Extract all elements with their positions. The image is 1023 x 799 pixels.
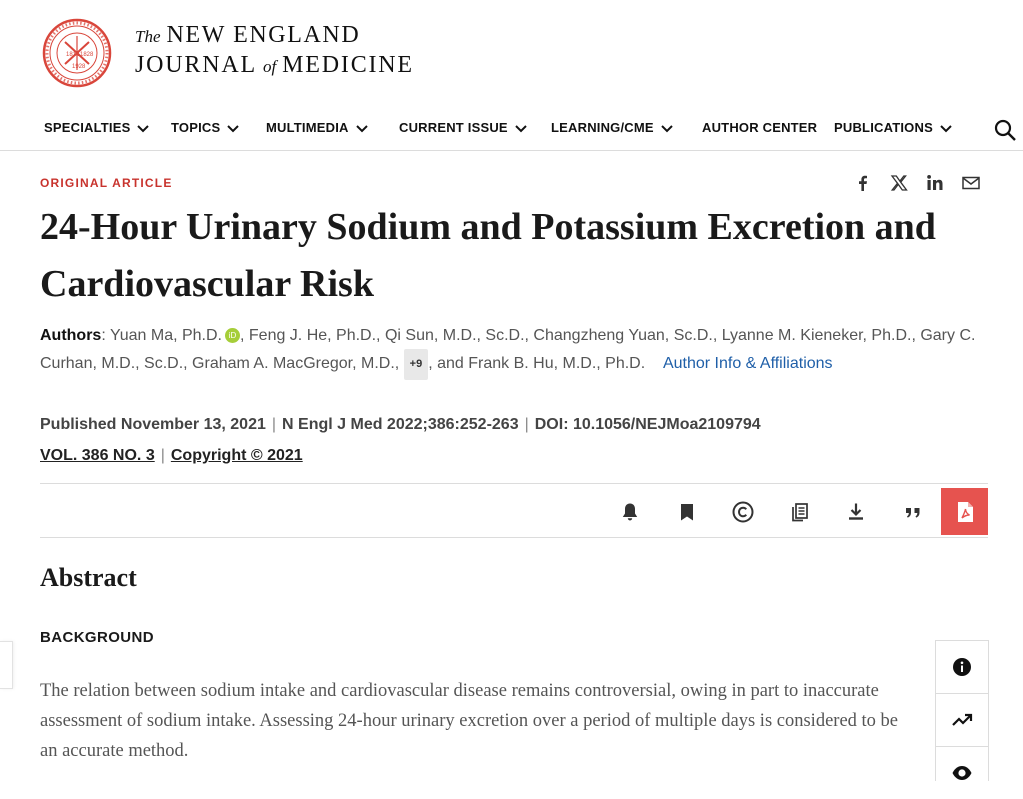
- article-info-button[interactable]: [936, 641, 988, 694]
- author-info-affiliations-link[interactable]: Author Info & Affiliations: [662, 355, 833, 372]
- abstract-heading: Abstract: [40, 563, 137, 592]
- trending-icon: [951, 709, 973, 731]
- masthead-of: of: [262, 57, 277, 76]
- authors-colon: :: [101, 327, 110, 344]
- alert-button[interactable]: [602, 490, 659, 534]
- nav-multimedia[interactable]: [266, 120, 369, 135]
- chevron-down-icon: [939, 121, 953, 135]
- author-names[interactable]: , Feng J. He, Ph.D., Qi Sun, M.D., Sc.D., Changzheng Yuan, Sc.D., Lyanne M. Kieneker, Ph.D., Gary C. Curhan, M.D., Sc.D., Graham A. MacGregor, M.D.,: [40, 327, 976, 372]
- nav-current-issue[interactable]: [399, 120, 528, 135]
- article-type-label: ORIGINAL ARTICLE: [40, 176, 173, 190]
- search-icon: [993, 118, 1017, 142]
- seal-icon: [42, 18, 112, 88]
- nav-author-center[interactable]: [702, 120, 817, 135]
- share-toolbar: [852, 172, 982, 196]
- toolbar-divider-top: [40, 483, 988, 484]
- nav-specialties[interactable]: [44, 120, 150, 135]
- nav-label: PUBLICATIONS: [834, 120, 933, 135]
- x-icon: [890, 174, 908, 192]
- copyright-link[interactable]: Copyright © 2021: [170, 447, 303, 464]
- authors-label: Authors: [40, 327, 102, 344]
- background-heading: BACKGROUND: [40, 629, 154, 646]
- masthead-medicine: MEDICINE: [282, 52, 414, 78]
- citation: N Engl J Med 2022;386:252-263: [282, 416, 519, 433]
- more-authors-button[interactable]: +9: [404, 349, 429, 380]
- doi[interactable]: DOI: 10.1056/NEJMoa2109794: [534, 416, 761, 433]
- separator: |: [160, 447, 165, 464]
- eye-icon: [951, 762, 973, 784]
- toolbar-divider-bottom: [40, 537, 988, 538]
- masthead-new-england: NEW ENGLAND: [166, 22, 361, 48]
- svg-text:1928: 1928: [72, 64, 86, 70]
- download-icon: [845, 501, 867, 523]
- left-panel-toggle[interactable]: [0, 641, 13, 689]
- permissions-button[interactable]: [715, 490, 772, 534]
- quote-icon: [902, 501, 924, 523]
- nav-divider: [0, 150, 1023, 151]
- svg-text:1812: 1812: [66, 52, 80, 58]
- chevron-down-icon: [226, 121, 240, 135]
- pdf-icon: [953, 500, 977, 524]
- nav-label: MULTIMEDIA: [266, 120, 349, 135]
- copyright-icon: [731, 500, 755, 524]
- facebook-icon: [854, 174, 872, 192]
- author-name-link[interactable]: Yuan Ma, Ph.D.: [109, 327, 222, 344]
- side-rail: [935, 640, 989, 781]
- author-list: [40, 322, 990, 380]
- share-facebook-button[interactable]: [852, 172, 874, 194]
- share-x-button[interactable]: [888, 172, 910, 194]
- publication-info: [40, 416, 761, 434]
- chevron-down-icon: [514, 121, 528, 135]
- mail-icon: [961, 174, 981, 192]
- bell-icon: [619, 501, 641, 523]
- volume-info: [40, 447, 303, 465]
- background-paragraph: The relation between sodium intake and cardiovascular disease remains controversial, owing in part to inaccurate assessment of sodium intake. Assessing 24-hour urinary excretion over a period of multiple days is considered to be an accurate method.: [40, 681, 899, 761]
- download-button[interactable]: [828, 490, 885, 534]
- chevron-down-icon: [355, 121, 369, 135]
- chevron-down-icon: [136, 121, 150, 135]
- masthead-the: The: [135, 27, 161, 46]
- nejm-seal-logo[interactable]: [42, 18, 112, 88]
- metrics-button[interactable]: [936, 694, 988, 747]
- info-icon: [952, 657, 972, 677]
- bookmark-button[interactable]: [659, 490, 716, 534]
- masthead-journal: JOURNAL: [135, 52, 257, 78]
- nav-label: SPECIALTIES: [44, 120, 131, 135]
- nav-publications[interactable]: [834, 120, 953, 135]
- masthead-line-1[interactable]: [135, 22, 360, 49]
- svg-text:1828: 1828: [80, 52, 94, 58]
- orcid-icon[interactable]: iD: [225, 328, 240, 343]
- published-date: Published November 13, 2021: [40, 416, 266, 433]
- nav-label: LEARNING/CME: [551, 120, 654, 135]
- separator: |: [271, 416, 277, 433]
- cite-button[interactable]: [885, 490, 942, 534]
- pdf-download-button[interactable]: [941, 488, 988, 535]
- copy-icon: [789, 501, 811, 523]
- volume-issue-link[interactable]: VOL. 386 NO. 3: [40, 447, 155, 464]
- linkedin-icon: [926, 174, 944, 192]
- nav-label: TOPICS: [171, 120, 221, 135]
- share-linkedin-button[interactable]: [924, 172, 946, 194]
- view-button[interactable]: [936, 747, 988, 799]
- copy-button[interactable]: [772, 490, 829, 534]
- bookmark-icon: [676, 501, 698, 523]
- separator: |: [524, 416, 529, 433]
- nav-label: AUTHOR CENTER: [702, 120, 818, 135]
- nav-topics[interactable]: [171, 120, 240, 135]
- masthead-line-2[interactable]: [135, 52, 414, 79]
- share-email-button[interactable]: [960, 172, 982, 194]
- nav-learning-cme[interactable]: [551, 120, 674, 135]
- nav-label: CURRENT ISSUE: [399, 120, 508, 135]
- article-tools: [602, 490, 941, 534]
- chevron-down-icon: [660, 121, 674, 135]
- article-title: 24-Hour Urinary Sodium and Potassium Excretion and Cardiovascular Risk: [40, 206, 936, 305]
- search-button[interactable]: [993, 118, 1017, 142]
- author-names-last[interactable]: , and Frank B. Hu, M.D., Ph.D.: [428, 355, 646, 372]
